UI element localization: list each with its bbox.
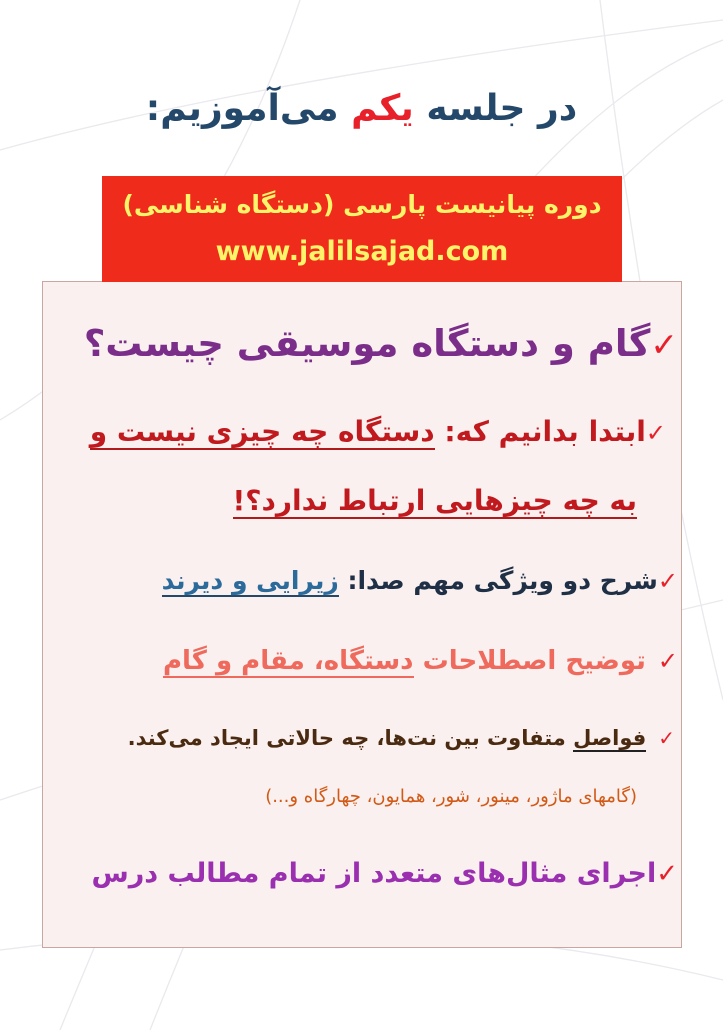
list-item-5	[128, 726, 675, 750]
list-item-2-continued	[233, 484, 637, 517]
list-item-5-note	[265, 786, 637, 807]
check-icon: ✓	[658, 726, 675, 750]
check-icon: ✓	[656, 859, 678, 889]
list-item-3	[162, 566, 678, 595]
title-part-2: می‌آموزیم:	[145, 88, 339, 129]
check-icon: ✓	[650, 325, 678, 364]
list-item-4	[163, 646, 678, 676]
website-url: www.jalilsajad.com	[215, 236, 509, 267]
item-5-underlined: فواصل	[573, 726, 647, 750]
item-2-underlined: دستگاه چه چیزی نیست و	[89, 415, 435, 448]
content-card	[42, 281, 682, 948]
course-name: دوره پیانیست پارسی (دستگاه شناسی)	[122, 190, 602, 219]
item-3-prefix: شرح دو ویژگی مهم صدا:	[347, 566, 658, 595]
item-5-note: (گامهای ماژور، مینور، شور، همایون، چهارگاه و...)	[265, 786, 637, 807]
item-1-text: گام و دستگاه موسیقی چیست؟	[83, 322, 651, 365]
item-5-rest: متفاوت بین نت‌ها، چه حالاتی ایجاد می‌کند.	[127, 726, 566, 750]
item-2-line-2: به چه چیزهایی ارتباط ندارد؟!	[232, 484, 637, 517]
check-icon: ✓	[657, 647, 678, 675]
list-item-2	[90, 415, 666, 448]
check-icon: ✓	[645, 419, 666, 447]
title-part-1: در جلسه	[426, 88, 578, 129]
item-4-underlined: دستگاه، مقام و گام	[162, 646, 414, 676]
item-2-prefix: ابتدا بدانیم که:	[444, 415, 646, 448]
item-3-underlined: زیرایی و دیرند	[161, 566, 339, 595]
page-title	[0, 88, 723, 129]
list-item-6	[91, 858, 678, 889]
list-item-1	[84, 322, 678, 365]
item-4-prefix: توضیح اصطلاحات	[422, 646, 646, 676]
check-icon: ✓	[657, 567, 678, 595]
item-6-text: اجرای مثال‌های متعدد از تمام مطالب درس	[91, 858, 657, 889]
title-accent: یکم	[351, 88, 414, 129]
course-banner	[102, 176, 622, 282]
